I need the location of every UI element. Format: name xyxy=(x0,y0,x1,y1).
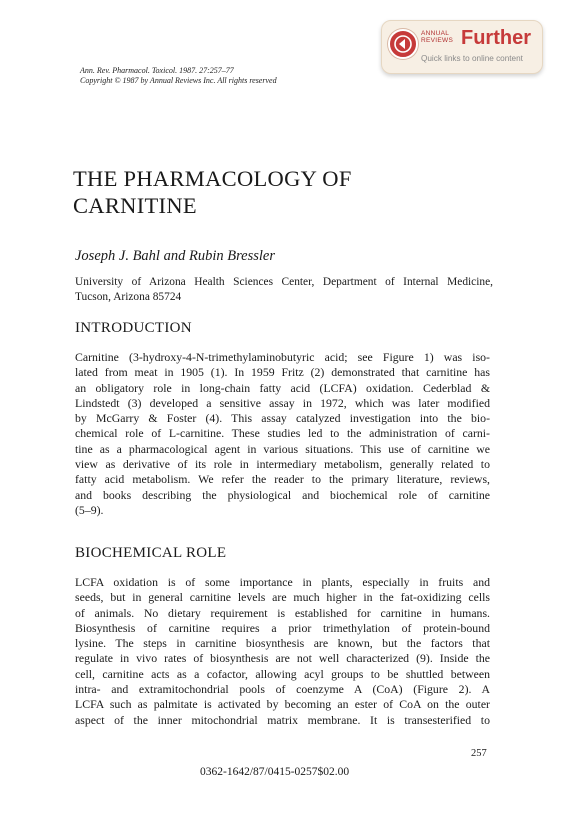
text-line: an obligatory role in long-chain fatty acid (LCFA) oxidation. Cederblad & xyxy=(75,380,490,395)
introduction-paragraph xyxy=(75,350,490,518)
biochemical-role-paragraph xyxy=(75,575,490,728)
title-line-2: CARNITINE xyxy=(73,193,197,218)
text-line: fatty acid metabolism. We refer the reader to the primary literature, reviews, xyxy=(75,472,490,487)
section-heading-biochemical-role: BIOCHEMICAL ROLE xyxy=(75,545,227,561)
text-line: aspect of the inner mitochondrial matrix membrane. It is transesterified to xyxy=(75,712,490,727)
further-links-badge[interactable] xyxy=(381,20,543,74)
article-title xyxy=(73,165,352,219)
text-line: view as derivative of its role in intermediary metabolism, generally related to xyxy=(75,457,490,472)
footer-price-code: 0362-1642/87/0415-0257$02.00 xyxy=(200,766,350,778)
affiliation-line-1: University of Arizona Health Sciences Center, Department of Internal Medicine, xyxy=(75,276,493,288)
text-line: seeds, but in general carnitine levels are much higher in the fat-oxidizing cells xyxy=(75,590,490,605)
brand-line-2: REVIEWS xyxy=(421,37,454,44)
text-line: LCFA oxidation is of some importance in plants, especially in fruits and xyxy=(75,575,490,589)
text-line: of animals. No dietary requirement is established for carnitine in humans. xyxy=(75,605,490,620)
title-line-1: THE PHARMACOLOGY OF xyxy=(73,166,352,191)
text-line: tine as a pharmacological agent in various situations. This use of carnitine we xyxy=(75,441,490,456)
affiliation-line-2: Tucson, Arizona 85724 xyxy=(75,291,182,303)
journal-citation xyxy=(80,66,277,86)
authors: Joseph J. Bahl and Rubin Bressler xyxy=(75,248,276,264)
citation-line-1: Ann. Rev. Pharmacol. Toxicol. 1987. 27:257–77 xyxy=(80,66,234,75)
text-line: Lindstedt (3) developed a sensitive assay in 1972, which was later modified xyxy=(75,395,490,410)
text-line: by McGarry & Foster (4). This assay catalyzed investigation into the bio- xyxy=(75,411,490,426)
section-heading-introduction: INTRODUCTION xyxy=(75,320,192,336)
text-line: intra- and extramitochondrial pools of coenzyme A (CoA) (Figure 2). A xyxy=(75,682,490,697)
text-line: and books describing the physiological and biochemical role of carnitine xyxy=(75,487,490,502)
text-line: (5–9). xyxy=(75,502,104,517)
text-line: LCFA such as palmitate is activated by becoming an ester of CoA on the outer xyxy=(75,697,490,712)
text-line: cell, carnitine acts as a cofactor, allowing acyl groups to be shuttled between xyxy=(75,666,490,681)
citation-line-2: Copyright © 1987 by Annual Reviews Inc. All rights reserved xyxy=(80,76,277,85)
back-arrow-icon xyxy=(388,29,418,59)
badge-tagline: Quick links to online content xyxy=(421,54,523,63)
text-line: chemical role of L-carnitine. These studies led to the administration of carni- xyxy=(75,426,490,441)
text-line: lysine. The steps in carnitine biosynthesis are known, but the factors that xyxy=(75,636,490,651)
brand-line-1: ANNUAL xyxy=(421,30,450,37)
page-number: 257 xyxy=(471,748,487,759)
text-line: regulate in vivo rates of biosynthesis are not well characterized (9). Inside the xyxy=(75,651,490,666)
affiliation xyxy=(75,275,493,305)
text-line: lated from meat in 1905 (1). In 1959 Fritz (2) demonstrated that carnitine has xyxy=(75,365,490,380)
text-line: Biosynthesis of carnitine requires a prior trimethylation of protein-bound xyxy=(75,620,490,635)
text-line: Carnitine (3-hydroxy-4-N-trimethylaminobutyric acid; see Figure 1) was iso- xyxy=(75,350,490,364)
further-label: Further xyxy=(461,27,531,49)
annual-reviews-logo-text xyxy=(421,30,453,44)
